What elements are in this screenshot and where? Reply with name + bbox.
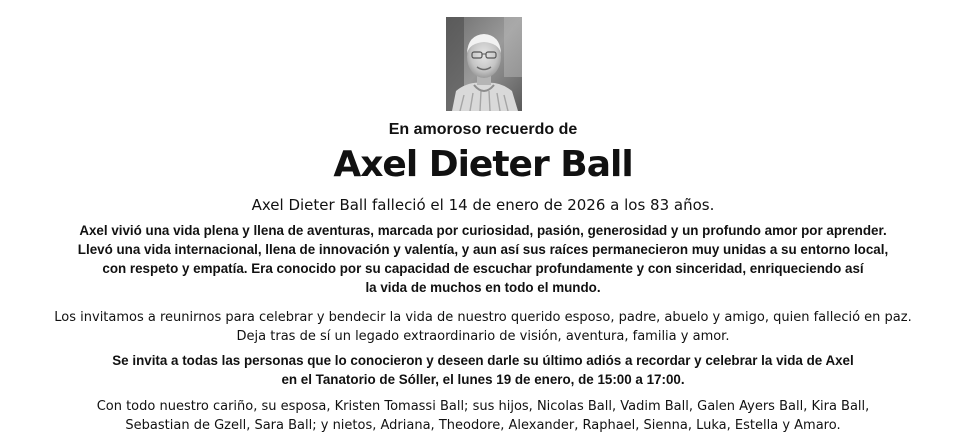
tribute-paragraph <box>20 221 946 297</box>
portrait-photo <box>446 17 522 111</box>
family-paragraph <box>20 397 946 435</box>
death-announcement: Axel Dieter Ball falleció el 14 de enero de 2026 a los 83 años. <box>251 196 715 214</box>
tribute-line: con respeto y empatía. Era conocido por su capacidad de escuchar profundamente y con sinceridad, enriqueciendo así <box>102 261 864 276</box>
tribute-line: Llevó una vida internacional, llena de innovación y valentía, y aun así sus raíces permanecieron muy unidas a su entorno local, <box>77 242 889 257</box>
farewell-paragraph <box>20 351 946 389</box>
family-line: Con todo nuestro cariño, su esposa, Kristen Tomassi Ball; sus hijos, Nicolas Ball, Vadim Ball, Galen Ayers Ball, Kira Ball, <box>96 399 870 414</box>
invitation-line: Deja tras de sí un legado extraordinario de visión, aventura, familia y amor. <box>236 329 730 344</box>
invitation-line: Los invitamos a reunirnos para celebrar y bendecir la vida de nuestro querido esposo, padre, abuelo y amigo, quien falleció en paz. <box>54 310 912 325</box>
tribute-line: Axel vivió una vida plena y llena de aventuras, marcada por curiosidad, pasión, generosidad y un profundo amor por aprender. <box>79 223 887 238</box>
deceased-name: Axel Dieter Ball <box>333 144 633 185</box>
farewell-line: Se invita a todas las personas que lo conocieron y deseen darle su último adiós a recordar y celebrar la vida de Axel <box>112 353 854 368</box>
family-line: Sebastian de Gzell, Sara Ball; y nietos, Adriana, Theodore, Alexander, Raphael, Sienna, Luka, Estella y Amaro. <box>125 418 841 433</box>
tribute-line: la vida de muchos en todo el mundo. <box>365 280 601 295</box>
invitation-paragraph <box>20 308 946 346</box>
intro-line: En amoroso recuerdo de <box>388 121 578 138</box>
portrait-image <box>446 17 522 111</box>
farewell-line: en el Tanatorio de Sóller, el lunes 19 de enero, de 15:00 a 17:00. <box>281 372 685 387</box>
